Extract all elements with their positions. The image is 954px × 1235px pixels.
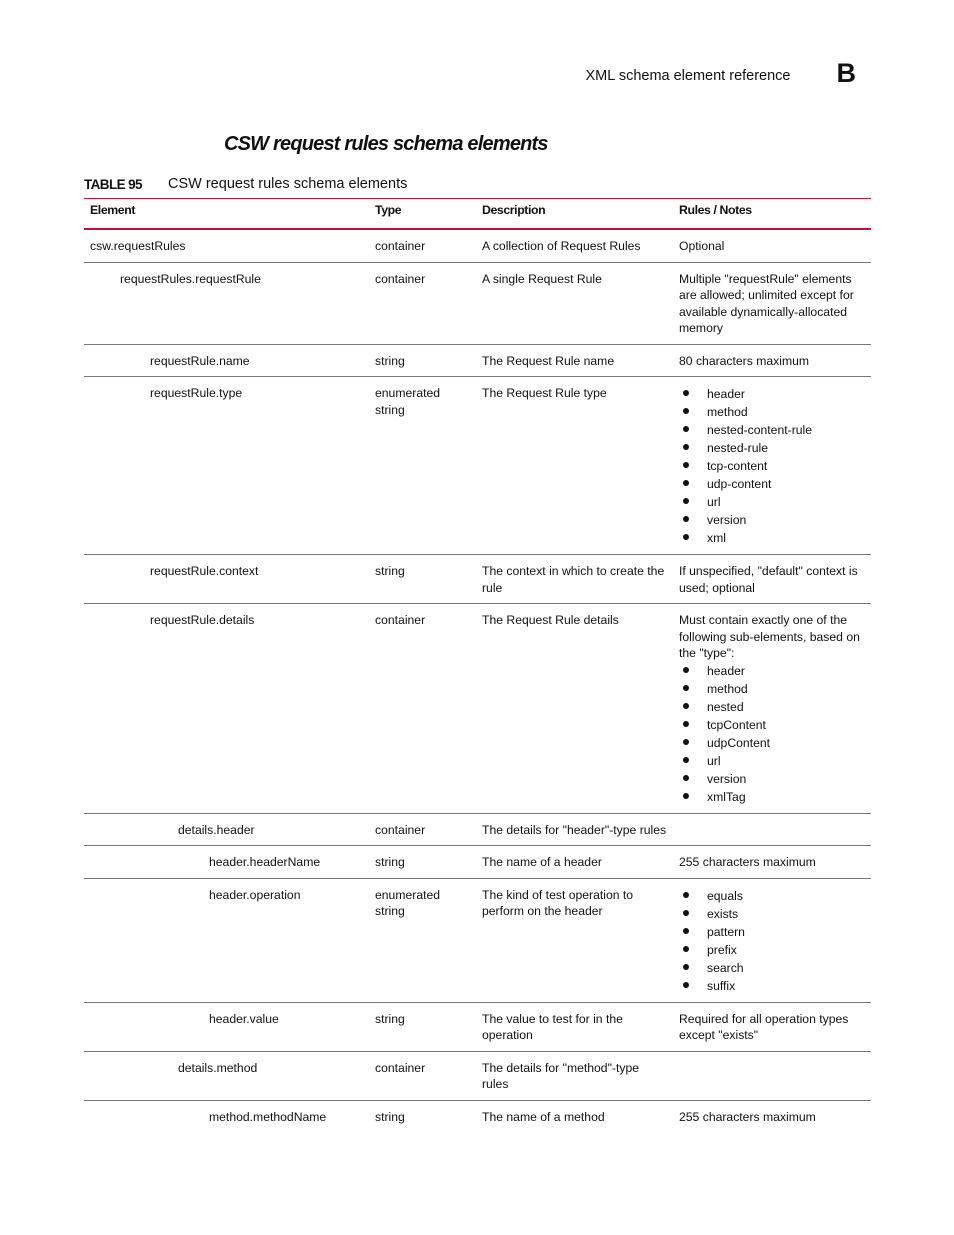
table-header-row (84, 199, 871, 230)
notes-bullet-item: header (679, 385, 865, 403)
description-cell: A collection of Request Rules (476, 229, 673, 262)
notes-bullet-item: udp-content (679, 475, 865, 493)
notes-bullet-item: suffix (679, 977, 865, 995)
table-row (84, 1100, 871, 1132)
type-cell: container (369, 813, 476, 846)
element-cell: header.operation (84, 878, 369, 1002)
table-row (84, 377, 871, 555)
column-header-rules-notes: Rules / Notes (673, 199, 871, 230)
notes-bullet-item: xml (679, 529, 865, 547)
table-row (84, 813, 871, 846)
type-cell: string (369, 555, 476, 604)
notes-bullet-item: version (679, 770, 865, 788)
notes-bullet-item: tcpContent (679, 716, 865, 734)
rules-notes-cell (673, 1100, 871, 1132)
notes-bullet-item: header (679, 662, 865, 680)
type-cell: string (369, 1002, 476, 1051)
table-row (84, 555, 871, 604)
table-row (84, 878, 871, 1002)
page-header (586, 58, 856, 89)
table-body (84, 229, 871, 1132)
rules-notes-cell (673, 604, 871, 814)
element-cell: requestRule.type (84, 377, 369, 555)
notes-bullet-item: nested (679, 698, 865, 716)
element-cell: requestRule.details (84, 604, 369, 814)
notes-bullet-item: equals (679, 887, 865, 905)
type-cell: enumerated string (369, 377, 476, 555)
rules-notes-cell (673, 846, 871, 879)
rules-notes-cell (673, 229, 871, 262)
type-cell: string (369, 846, 476, 879)
description-cell: A single Request Rule (476, 262, 673, 344)
notes-bullet-item: udpContent (679, 734, 865, 752)
description-cell: The value to test for in the operation (476, 1002, 673, 1051)
notes-text: Must contain exactly one of the following sub-elements, based on the "type": (679, 613, 860, 660)
rules-notes-cell (673, 1051, 871, 1100)
notes-bullet-item: prefix (679, 941, 865, 959)
notes-bullet-item: search (679, 959, 865, 977)
notes-text: 80 characters maximum (679, 353, 810, 368)
type-cell: container (369, 229, 476, 262)
element-cell: header.value (84, 1002, 369, 1051)
column-header-description: Description (476, 199, 673, 230)
rules-notes-cell (673, 555, 871, 604)
table-caption-text: CSW request rules schema elements (168, 176, 408, 192)
notes-text: 255 characters maximum (679, 1109, 816, 1124)
element-cell: details.header (84, 813, 369, 846)
notes-bullet-item: nested-rule (679, 439, 865, 457)
notes-bullet-item: url (679, 752, 865, 770)
notes-text: If unspecified, "default" context is used; optional (679, 564, 858, 595)
rules-notes-cell (673, 377, 871, 555)
description-cell: The Request Rule name (476, 344, 673, 377)
rules-notes-cell (673, 813, 871, 846)
notes-bullet-item: exists (679, 905, 865, 923)
type-cell: enumerated string (369, 878, 476, 1002)
element-cell: requestRule.name (84, 344, 369, 377)
description-cell: The Request Rule details (476, 604, 673, 814)
schema-table (84, 198, 871, 1132)
notes-bullet-list (679, 662, 865, 806)
rules-notes-cell (673, 1002, 871, 1051)
type-cell: container (369, 1051, 476, 1100)
type-cell: container (369, 604, 476, 814)
appendix-letter: B (836, 58, 856, 88)
description-cell: The details for "method"-type rules (476, 1051, 673, 1100)
rules-notes-cell (673, 878, 871, 1002)
table-row (84, 1051, 871, 1100)
element-cell: header.headerName (84, 846, 369, 879)
type-cell: string (369, 344, 476, 377)
rules-notes-cell (673, 262, 871, 344)
notes-bullet-item: version (679, 511, 865, 529)
table-row (84, 262, 871, 344)
type-cell: string (375, 1109, 405, 1124)
description-cell: The kind of test operation to perform on the header (476, 878, 673, 1002)
element-cell: csw.requestRules (84, 229, 369, 262)
notes-bullet-item: pattern (679, 923, 865, 941)
element-cell: method.methodName (209, 1109, 327, 1124)
notes-text: Required for all operation types except "exists" (679, 1011, 849, 1042)
notes-bullet-item: xmlTag (679, 788, 865, 806)
table-caption (84, 176, 407, 192)
notes-text: Multiple "requestRule" elements are allowed; unlimited except for available dynamically-allocated memory (679, 271, 854, 335)
description-cell: The context in which to create the rule (476, 555, 673, 604)
running-header-section: XML schema element reference (585, 67, 791, 84)
column-header-element: Element (84, 199, 369, 230)
notes-bullet-item: nested-content-rule (679, 421, 865, 439)
notes-text: Optional (679, 239, 725, 253)
notes-bullet-item: method (679, 403, 865, 421)
table-row (84, 604, 871, 814)
description-cell: The name of a method (482, 1109, 605, 1124)
table-row (84, 344, 871, 377)
description-cell: The details for "header"-type rules (476, 813, 673, 846)
notes-text: 255 characters maximum (679, 855, 816, 869)
table-label: TABLE 95 (84, 177, 142, 192)
element-cell: requestRule.context (84, 555, 369, 604)
column-header-type: Type (369, 199, 476, 230)
section-title: CSW request rules schema elements (224, 133, 548, 155)
rules-notes-cell (673, 344, 871, 377)
table-row (84, 229, 871, 262)
description-cell: The name of a header (476, 846, 673, 879)
element-cell: details.method (84, 1051, 369, 1100)
type-cell: container (369, 262, 476, 344)
description-cell: The Request Rule type (476, 377, 673, 555)
notes-bullet-item: method (679, 680, 865, 698)
notes-bullet-list (679, 385, 865, 547)
notes-bullet-list (679, 887, 865, 995)
element-cell: requestRules.requestRule (84, 262, 369, 344)
notes-bullet-item: tcp-content (679, 457, 865, 475)
table-row (84, 1002, 871, 1051)
table-row (84, 846, 871, 879)
notes-bullet-item: url (679, 493, 865, 511)
